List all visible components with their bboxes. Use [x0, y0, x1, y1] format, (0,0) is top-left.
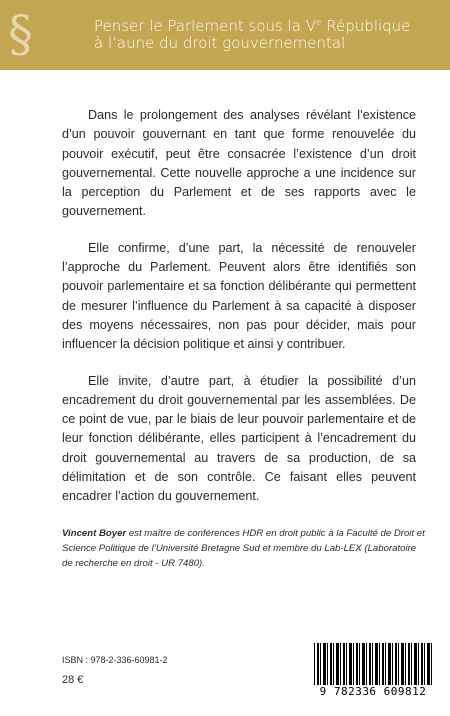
book-title-superscript: e	[315, 18, 322, 28]
header-band	[0, 0, 450, 70]
summary-paragraph-2: Elle confirme, d’une part, la nécessité de renouveler l’approche du Parlement. Peuvent alors être identifiés son pouvoir parlementaire et sa fonction délibérante qui permettent de mesurer l’influence du Parlement à sa capacité à disposer des moyens nécessaires, non pas pour décider, mais pour influencer la décision politique et ainsi y contribuer.	[62, 240, 416, 352]
author-bio-text: est maître de conférences HDR en droit public à la Faculté de Droit et Science Politique de l’Université Bretagne Sud et membre du Lab-LEX (Laboratoire de recherche en droit - UR 7480).	[62, 528, 425, 569]
barcode	[310, 643, 436, 701]
price: 28 €	[62, 674, 84, 686]
book-title	[94, 15, 424, 52]
section-symbol-icon: §	[8, 5, 33, 63]
back-cover-summary	[62, 106, 416, 524]
author-bio	[62, 526, 428, 571]
summary-paragraph-3: Elle invite, d’autre part, à étudier la possibilité d’un encadrement du droit gouvernemental par les assemblées. De ce point de vue, par le biais de leur pouvoir parlementaire et de leur fonction délibérante, elles participent à l’encadrement du droit gouvernemental au travers de sa production, de sa délimitation et de son contrôle. Ce faisant elles peuvent encadrer l’action du gouvernement.	[62, 373, 416, 504]
book-title-line-1	[94, 15, 424, 35]
book-title-line-1-end: République	[321, 17, 411, 35]
summary-paragraph-1: Dans le prolongement des analyses révélant l’existence d’un pouvoir gouvernant en tant que forme renouvelée du pouvoir exécutif, peut être consacrée l’existence d’un droit gouvernemental. Cette nouvelle approche a une incidence sur la perception du Parlement et de ses rapports avec le gouvernement.	[62, 108, 416, 219]
barcode-number: 9 782336 609812	[319, 685, 427, 698]
author-name: Vincent Boyer	[62, 528, 127, 539]
barcode-bars-icon	[314, 643, 432, 685]
isbn: ISBN : 978-2-336-60981-2	[62, 655, 168, 665]
book-title-line-1-start: Penser le Parlement sous la V	[94, 17, 316, 35]
book-title-line-2: à l’aune du droit gouvernemental	[94, 34, 346, 52]
